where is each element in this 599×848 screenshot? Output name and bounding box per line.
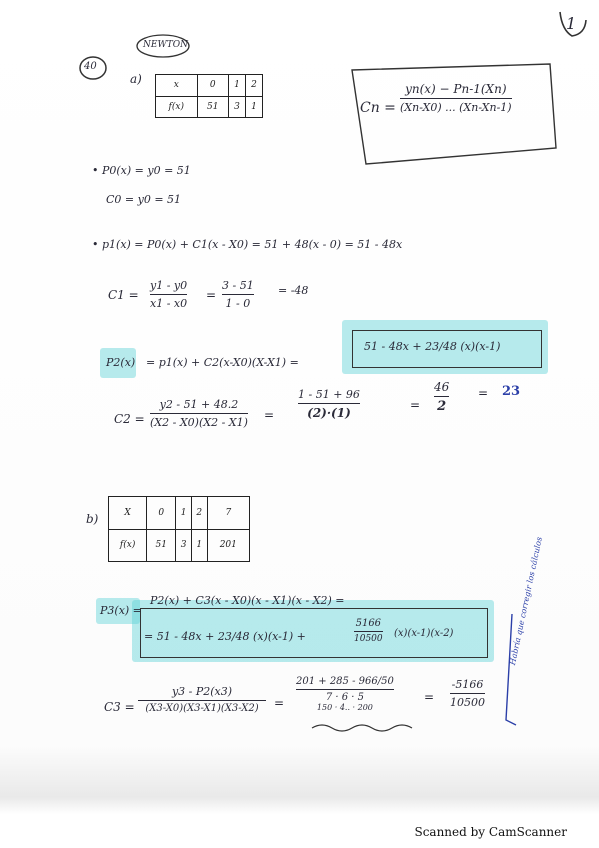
formula-fraction bbox=[400, 82, 512, 114]
p3-line-2b: (x)(x-1)(x-2) bbox=[394, 628, 454, 639]
scanner-watermark: Scanned by CamScanner bbox=[414, 825, 567, 839]
c3-lhs: C3 = bbox=[104, 700, 135, 714]
table-cell: x bbox=[156, 75, 198, 97]
table-cell: 0 bbox=[197, 75, 228, 97]
table-cell: 1 bbox=[176, 497, 192, 530]
c1-fraction-2: 3 - 51 1 - 0 bbox=[222, 279, 254, 310]
c2-eq-1: = bbox=[264, 408, 275, 422]
p3-line-2a: = 51 - 48x + 23/48 (x)(x-1) + bbox=[144, 630, 306, 643]
table-cell: 0 bbox=[147, 497, 176, 530]
part-b-label: b) bbox=[86, 512, 99, 526]
c0-line: C0 = y0 = 51 bbox=[106, 193, 182, 206]
table-cell: 2 bbox=[191, 497, 207, 530]
c1-result: = -48 bbox=[278, 284, 309, 297]
c2-fraction-2: 1 - 51 + 96 (2)·(1) bbox=[298, 388, 360, 420]
p3-line-1: P2(x) + C3(x - X0)(x - X1)(x - X2) = bbox=[150, 594, 345, 607]
p1-line: • p1(x) = P0(x) + C1(x - X0) = 51 + 48(x - 0) = 51 - 48x bbox=[92, 238, 403, 251]
c2-fraction-1: y2 - 51 + 48.2 (X2 - X0)(X2 - X1) bbox=[150, 398, 248, 429]
formula-numerator: yn(x) − Pn-1(Xn) bbox=[405, 82, 507, 96]
method-title: NEWTON bbox=[143, 40, 188, 50]
c3-eq-2: = bbox=[424, 690, 435, 704]
c1-fraction-1: y1 - y0 x1 - x0 bbox=[150, 279, 188, 310]
p2-result: 51 - 48x + 23/48 (x)(x-1) bbox=[364, 340, 501, 353]
p2-lhs: P2(x) bbox=[106, 356, 136, 369]
table-cell: 201 bbox=[207, 529, 249, 562]
c2-result: 23 bbox=[502, 384, 521, 399]
c3-fraction-3: -5166 10500 bbox=[450, 678, 485, 709]
table-cell: f(x) bbox=[156, 96, 198, 118]
page-number: 1 bbox=[566, 14, 577, 33]
p3-lhs: P3(x) = bbox=[100, 604, 142, 617]
table-cell: 51 bbox=[197, 96, 228, 118]
table-cell: 3 bbox=[176, 529, 192, 562]
formula-lhs: Cn = bbox=[360, 100, 396, 116]
c2-eq-3: = bbox=[478, 386, 489, 400]
formula-denominator: (Xn-X0) ... (Xn-Xn-1) bbox=[400, 101, 512, 114]
c1-eq: = bbox=[206, 288, 217, 302]
table-cell: 3 bbox=[228, 96, 245, 118]
table-cell: 2 bbox=[245, 75, 262, 97]
p2-equation: = p1(x) + C2(x-X0)(X-X1) = bbox=[146, 356, 299, 369]
table-cell: 1 bbox=[245, 96, 262, 118]
table-cell: 1 bbox=[191, 529, 207, 562]
c3-wave bbox=[312, 725, 412, 731]
c2-eq-2: = bbox=[410, 398, 421, 412]
side-note: Habría que corregir los cálculos bbox=[508, 536, 544, 666]
part-a-table bbox=[155, 74, 263, 118]
c3-eq-1: = bbox=[274, 696, 285, 710]
p0-line: • P0(x) = y0 = 51 bbox=[92, 164, 191, 177]
part-b-table bbox=[108, 496, 250, 562]
c2-lhs: C2 = bbox=[114, 412, 145, 426]
table-cell: 51 bbox=[147, 529, 176, 562]
c3-fraction-2: 201 + 285 - 966/50 7 · 6 · 5 150 · 4.. · 200 bbox=[296, 676, 394, 712]
c1-lhs: C1 = bbox=[108, 288, 139, 302]
table-cell: 1 bbox=[228, 75, 245, 97]
table-cell: f(x) bbox=[109, 529, 147, 562]
c2-fraction-3: 46 2 bbox=[434, 380, 450, 414]
problem-number: 40 bbox=[84, 61, 97, 72]
table-cell: X bbox=[109, 497, 147, 530]
part-a-label: a) bbox=[130, 72, 142, 86]
table-cell: 7 bbox=[207, 497, 249, 530]
c3-fraction-1: y3 - P2(x3) (X3-X0)(X3-X1)(X3-X2) bbox=[138, 685, 266, 714]
p3-fraction: 5166 10500 bbox=[354, 618, 383, 644]
